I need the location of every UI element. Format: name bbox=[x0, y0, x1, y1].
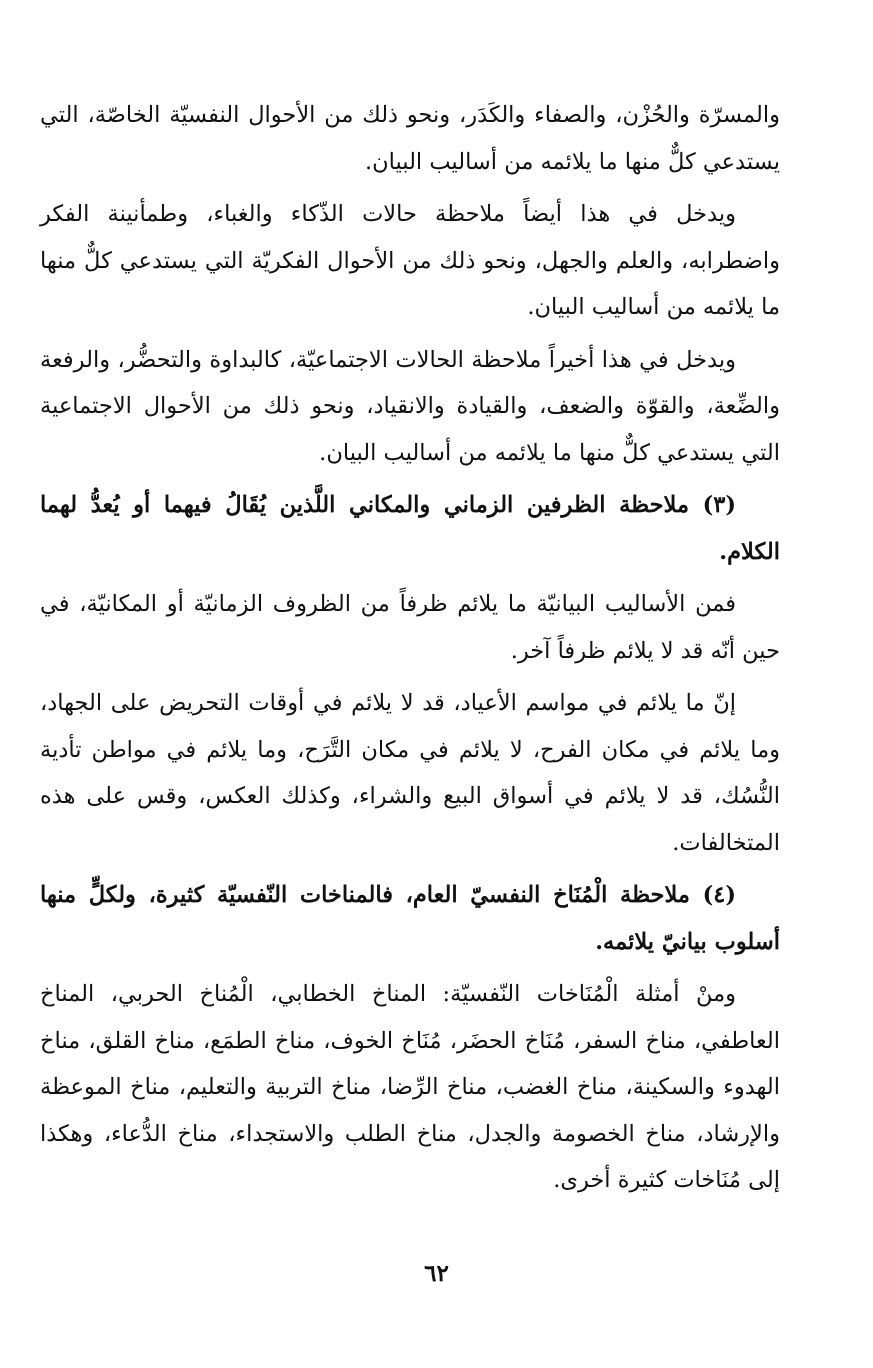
page-body bbox=[40, 92, 780, 1210]
paragraph-2: ويدخل في هذا أيضاً ملاحظة حالات الذّكاء والغباء، وطمأنينة الفكر واضطرابه، والعلم والجهل، ونحو ذلك من الأحوال الفكريّة التي يستدعي كلٌّ منها ما يلائمه من أساليب البيان. bbox=[40, 201, 780, 320]
section-heading-3: (٣) ملاحظة الظرفين الزماني والمكاني اللَّذين يُقَالُ فيهما أو يُعدُّ لهما الكلام. bbox=[40, 492, 780, 565]
paragraph-1: والمسرّة والحُزْن، والصفاء والكَدَر، ونحو ذلك من الأحوال النفسيّة الخاصّة، التي يستدعي كلٌّ منها ما يلائمه من أساليب البيان. bbox=[40, 102, 780, 175]
paragraph-4: فمن الأساليب البيانيّة ما يلائم ظرفاً من الظروف الزمانيّة أو المكانيّة، في حين أنّه قد لا يلائم ظرفاً آخر. bbox=[40, 591, 780, 664]
paragraph-6: ومنْ أمثلة الْمُنَاخات النّفسيّة: المناخ الخطابي، الْمُناخ الحربي، المناخ العاطفي، مناخ السفر، مُنَاخ الحضَر، مُنَاخ الخوف، مناخ الطمَع، مناخ القلق، مناخ الهدوء والسكينة، مناخ الغضب، مناخ الرِّضا، مناخ التربية والتعليم، مناخ الموعظة والإرشاد، مناخ الخصومة والجدل، مناخ الطلب والاستجداء، مناخ الدُّعاء، وهكذا إلى مُنَاخات كثيرة أخرى. bbox=[40, 981, 780, 1193]
paragraph-5: إنّ ما يلائم في مواسم الأعياد، قد لا يلائم في أوقات التحريض على الجهاد، وما يلائم في مكان الفرح، لا يلائم في مكان التَّرَح، وما يلائم في مواطن تأدية النُّسُك، قد لا يلائم في أسواق البيع والشراء، وكذلك العكس، وقس على هذه المتخالفات. bbox=[40, 690, 780, 856]
paragraph-3: ويدخل في هذا أخيراً ملاحظة الحالات الاجتماعيّة، كالبداوة والتحضُّر، والرفعة والضِّعة، والقوّة والضعف، والقيادة والانقياد، ونحو ذلك من الأحوال الاجتماعية التي يستدعي كلٌّ منها ما يلائمه من أساليب البيان. bbox=[40, 346, 780, 466]
section-heading-4: (٤) ملاحظة الْمُنَاخ النفسيّ العام، فالمناخات النّفسيّة كثيرة، ولكلٍّ منها أسلوب بيانيّ يلائمه. bbox=[40, 882, 780, 955]
page-number: ٦٢ bbox=[424, 1260, 449, 1287]
